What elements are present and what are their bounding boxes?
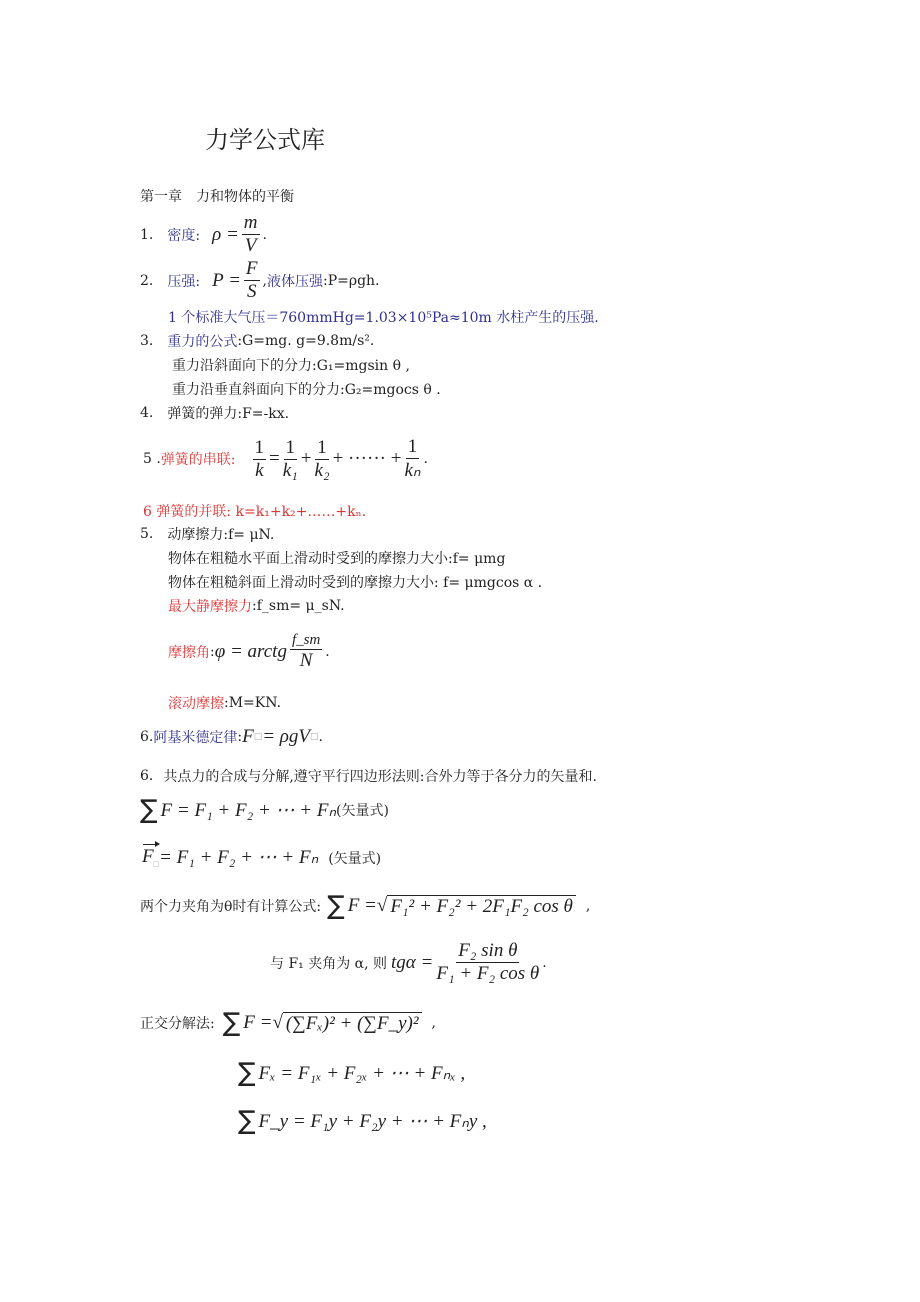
formula: ρ = <box>212 223 239 245</box>
sigma-icon: ∑ <box>327 891 345 921</box>
formula: Fₓ = F₁ₓ + F₂ₓ + ⋯ + Fₙₓ , <box>258 1062 466 1084</box>
item-num: 4. <box>140 405 154 421</box>
density-label: 密度: <box>167 227 201 244</box>
formula-text: :P=ρgh. <box>322 272 380 289</box>
formula: P = <box>212 269 241 291</box>
formula: F_y = F₁y + F₂y + ⋯ + Fₙy , <box>258 1110 487 1132</box>
atm-line: 1 个标准大气压＝760mmHg=1.03×10⁵Pa≈10m 水柱产生的压强. <box>168 310 599 326</box>
fraction: $\frac{1}{k}$ <box>254 436 265 481</box>
item-num: 2. <box>140 272 154 289</box>
pressure-label: 压强: <box>167 273 201 290</box>
resultant-vector: $F_□$ <box>142 846 160 869</box>
punct: . <box>423 451 428 467</box>
text: 两个力夹角为θ时有计算公式: <box>140 899 322 915</box>
spring-series-line <box>143 436 428 482</box>
formula-text: 弹簧的弹力:F=-kx. <box>167 406 290 422</box>
sqrt-icon: √ <box>376 895 388 916</box>
archimedes-line <box>140 726 323 748</box>
gravity-sub1: 重力沿斜面向下的分力:G₁=mgsin θ , <box>172 358 410 374</box>
punct: . <box>318 729 323 745</box>
angle-line <box>270 940 547 985</box>
chapter-heading: 第一章 力和物体的平衡 <box>140 189 294 205</box>
missing-glyph-icon: □ <box>253 732 263 742</box>
spring-series-label: 弹簧的串联: <box>160 452 236 468</box>
punct: . <box>542 954 547 971</box>
density-line <box>140 212 267 257</box>
sigma-icon: ∑ <box>238 1106 256 1136</box>
sum-fy-line <box>238 1106 487 1136</box>
fraction: $\frac{\text{F₂ sin θ}}{\text{F₁ + F₂ cos θ}}$ <box>436 940 540 984</box>
spring-parallel-line: 6 弹簧的并联: k=k₁+k₂+……+kₙ. <box>143 504 367 520</box>
formula-text: :G=mg. g=9.8m/s². <box>237 333 375 349</box>
fraction: $\frac{m}{V}$ <box>243 212 258 256</box>
formula: = F₁ + F₂ + ⋯ + Fₙ <box>159 847 319 868</box>
formula: F = <box>243 1012 273 1033</box>
fraction: $\frac{1}{\text{k₂}}$ <box>314 436 330 481</box>
formula: φ = arctg <box>214 641 287 662</box>
formula: F₁² + F₂² + 2F₁F₂ cos θ <box>387 895 576 918</box>
formula: F = F₁ + F₂ + ⋯ + Fₙ <box>160 799 337 821</box>
punct: , <box>262 272 267 289</box>
formula: = ρgV <box>262 726 310 747</box>
friction-line <box>140 524 274 544</box>
formula: F = <box>347 895 377 916</box>
punct: , <box>585 898 591 914</box>
punct: , <box>431 1015 436 1031</box>
label: 滚动摩擦 <box>168 696 224 712</box>
text: 正交分解法: <box>140 1016 215 1032</box>
fraction: $\frac{1}{\text{k₁}}$ <box>282 436 298 481</box>
item-num: 6. <box>140 729 154 745</box>
force-composition-line <box>140 766 597 786</box>
label: 阿基米德定律 <box>153 730 238 746</box>
punct: . <box>325 644 330 660</box>
note: (矢量式) <box>328 850 382 867</box>
sigma-icon: ∑ <box>140 795 158 825</box>
item-num: 5. <box>140 526 154 542</box>
orthogonal-line <box>140 1008 436 1038</box>
pressure-line <box>140 258 380 303</box>
max-static-friction <box>168 596 345 616</box>
doc-title: 力学公式库 <box>205 126 325 154</box>
item-num: 5 . <box>143 451 161 467</box>
friction-sub2: 物体在粗糙斜面上滑动时受到的摩擦力大小: f= μmgcos α . <box>168 575 543 591</box>
fraction: $\frac{f\_sm}{N}$ <box>291 632 321 671</box>
sigma-icon: ∑ <box>222 1008 241 1038</box>
missing-glyph-icon: □ <box>310 732 319 742</box>
spring-force-line <box>140 403 289 423</box>
friction-sub1: 物体在粗糙水平面上滑动时受到的摩擦力大小:f= μmg <box>168 551 506 567</box>
text: 与 F₁ 夹角为 α, 则 <box>270 955 388 972</box>
item-num: 1. <box>140 226 154 243</box>
punct: : <box>237 729 243 745</box>
label: 最大静摩擦力 <box>168 599 252 615</box>
friction-angle <box>168 632 330 672</box>
two-force-line <box>140 891 590 921</box>
fraction: $\frac{1}{\text{kₙ}}$ <box>404 436 421 481</box>
note: (矢量式) <box>336 803 389 819</box>
formula: tgα = <box>391 951 434 973</box>
op: + ······ + <box>332 448 402 469</box>
formula-text: :f_sm= μ_sN. <box>252 598 345 614</box>
fraction: $\frac{F}{S}$ <box>245 258 258 302</box>
vector-sum-line <box>140 795 389 825</box>
sqrt-icon: √ <box>272 1012 283 1033</box>
item-num: 6. <box>140 768 154 784</box>
formula-text: 动摩擦力:f= μN. <box>167 527 275 543</box>
liquid-pressure-label: 液体压强 <box>266 273 323 290</box>
gravity-sub2: 重力沿垂直斜面向下的分力:G₂=mgocs θ . <box>172 382 441 398</box>
op: = <box>269 448 280 469</box>
op: + <box>300 448 312 469</box>
punct: : <box>210 644 215 660</box>
sigma-icon: ∑ <box>238 1058 256 1088</box>
text: 共点力的合成与分解,遵守平行四边形法则:合外力等于各分力的矢量和. <box>163 769 597 785</box>
gravity-label: 重力的公式 <box>167 334 238 350</box>
formula-text: :M=KN. <box>224 695 282 711</box>
punct: . <box>262 226 267 243</box>
label: 摩擦角 <box>168 645 210 661</box>
formula: (∑Fₓ)² + (∑F_y)² <box>283 1012 422 1035</box>
sum-fx-line <box>238 1058 465 1088</box>
resultant-line <box>142 846 381 869</box>
formula: F <box>242 726 254 747</box>
rolling-friction <box>168 693 281 713</box>
item-num: 3. <box>140 333 154 349</box>
gravity-line <box>140 331 374 351</box>
